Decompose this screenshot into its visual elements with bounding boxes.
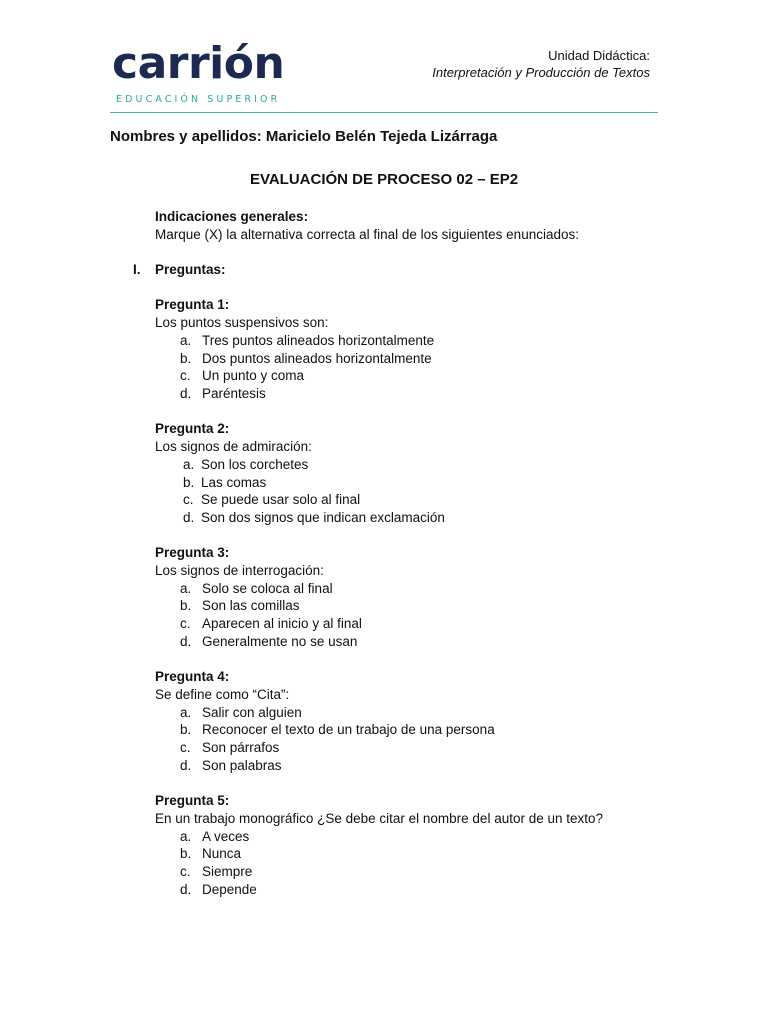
section-number: I.: [133, 262, 141, 278]
option-letter: d.: [180, 881, 192, 897]
option-text: Tres puntos alineados horizontalmente: [202, 332, 435, 348]
option-letter: b.: [180, 846, 192, 862]
answer-option[interactable]: [155, 845, 675, 863]
question-heading: Pregunta 2:: [155, 421, 230, 437]
answer-option[interactable]: [155, 491, 675, 509]
answer-option-selected[interactable]: [155, 332, 675, 350]
option-letter: d.: [180, 633, 192, 649]
answer-option[interactable]: [155, 456, 675, 474]
option-letter: c.: [180, 616, 191, 632]
option-letter: c.: [183, 492, 194, 508]
option-letter: d.: [180, 757, 192, 773]
logo-wordmark: carrión: [112, 38, 285, 89]
question-block: [155, 296, 675, 402]
question-heading: Pregunta 3:: [155, 545, 230, 561]
course-name: Interpretación y Producción de Textos: [432, 65, 650, 80]
answer-option-selected[interactable]: [155, 721, 675, 739]
option-text: Aparecen al inicio y al final: [202, 616, 362, 632]
question-heading: Pregunta 1:: [155, 297, 230, 313]
unit-label: Unidad Didáctica:: [548, 48, 650, 63]
answer-option[interactable]: [155, 704, 675, 722]
section-heading: [133, 261, 675, 279]
option-text: Son palabras: [202, 757, 282, 773]
question-prompt: Los signos de interrogación:: [155, 563, 324, 578]
question-block: [155, 792, 675, 898]
logo-tagline: EDUCACIÓN SUPERIOR: [116, 94, 281, 105]
questions-list: [155, 296, 675, 898]
option-text: Las comas: [201, 474, 267, 490]
page-title: EVALUACIÓN DE PROCESO 02 – EP2: [249, 171, 519, 188]
option-text: Depende: [202, 881, 257, 897]
option-text: Siempre: [202, 863, 253, 879]
option-letter: c.: [180, 740, 191, 756]
question-prompt: Los signos de admiración:: [155, 439, 312, 455]
option-text: Son las comillas: [202, 598, 300, 614]
option-letter: b.: [180, 598, 192, 614]
question-prompt: En un trabajo monográfico ¿Se debe citar el nombre del autor de un texto?: [155, 810, 604, 826]
option-letter: b.: [180, 722, 192, 738]
answer-option[interactable]: [155, 367, 675, 385]
option-text: Un punto y coma: [202, 368, 305, 384]
option-text: Salir con alguien: [202, 704, 302, 720]
question-prompt: Se define como “Cita”:: [155, 686, 290, 702]
answer-option[interactable]: [155, 739, 675, 757]
option-text: Reconocer el texto de un trabajo de una persona: [202, 722, 495, 738]
question-prompt: Los puntos suspensivos son:: [155, 315, 329, 331]
answer-option[interactable]: [155, 828, 675, 846]
question-block: [155, 544, 675, 650]
answer-option[interactable]: [155, 881, 675, 899]
option-text: Son dos signos que indican exclamación: [201, 509, 445, 525]
header-divider: [110, 112, 658, 113]
option-letter: a.: [183, 456, 195, 472]
answer-option[interactable]: [155, 580, 675, 598]
option-text: Generalmente no se usan: [202, 633, 358, 649]
answer-option[interactable]: [155, 633, 675, 651]
course-info: [432, 47, 650, 81]
answer-option[interactable]: [155, 385, 675, 403]
option-letter: d.: [180, 386, 192, 401]
question-block: [155, 420, 675, 526]
question-heading: Pregunta 4:: [155, 669, 230, 685]
option-letter: b.: [183, 474, 195, 490]
answer-option-selected[interactable]: [155, 509, 675, 527]
answer-option-selected[interactable]: [155, 615, 675, 633]
option-text: Son párrafos: [202, 740, 280, 756]
answer-option[interactable]: [155, 474, 675, 492]
option-text: Dos puntos alineados horizontalmente: [202, 350, 432, 366]
option-text: Solo se coloca al final: [202, 580, 333, 596]
option-letter: d.: [183, 509, 195, 525]
answer-option-selected[interactable]: [155, 863, 675, 881]
option-letter: c.: [180, 368, 191, 384]
question-block: [155, 668, 675, 774]
section-label: Preguntas:: [155, 262, 226, 278]
option-letter: a.: [180, 332, 192, 348]
exam-content: [133, 208, 675, 898]
option-text: Son los corchetes: [201, 456, 309, 472]
instructions-text: Marque (X) la alternativa correcta al final de los siguientes enunciados:: [155, 226, 579, 242]
option-letter: a.: [180, 580, 192, 596]
answer-option[interactable]: [155, 757, 675, 775]
answer-option[interactable]: [155, 597, 675, 615]
option-letter: a.: [180, 704, 192, 720]
option-letter: b.: [180, 350, 192, 366]
question-heading: Pregunta 5:: [155, 793, 230, 809]
option-text: A veces: [202, 828, 250, 844]
option-letter: a.: [180, 828, 192, 844]
answer-option[interactable]: [155, 350, 675, 368]
student-name-line: Nombres y apellidos: Maricielo Belén Tejeda Lizárraga: [110, 128, 498, 145]
option-text: Nunca: [202, 846, 242, 862]
option-letter: c.: [180, 863, 191, 879]
option-text: Paréntesis: [202, 386, 266, 401]
instructions-heading: Indicaciones generales:: [155, 209, 309, 224]
carrion-logo: [112, 38, 322, 108]
option-text: Se puede usar solo al final: [201, 492, 361, 508]
